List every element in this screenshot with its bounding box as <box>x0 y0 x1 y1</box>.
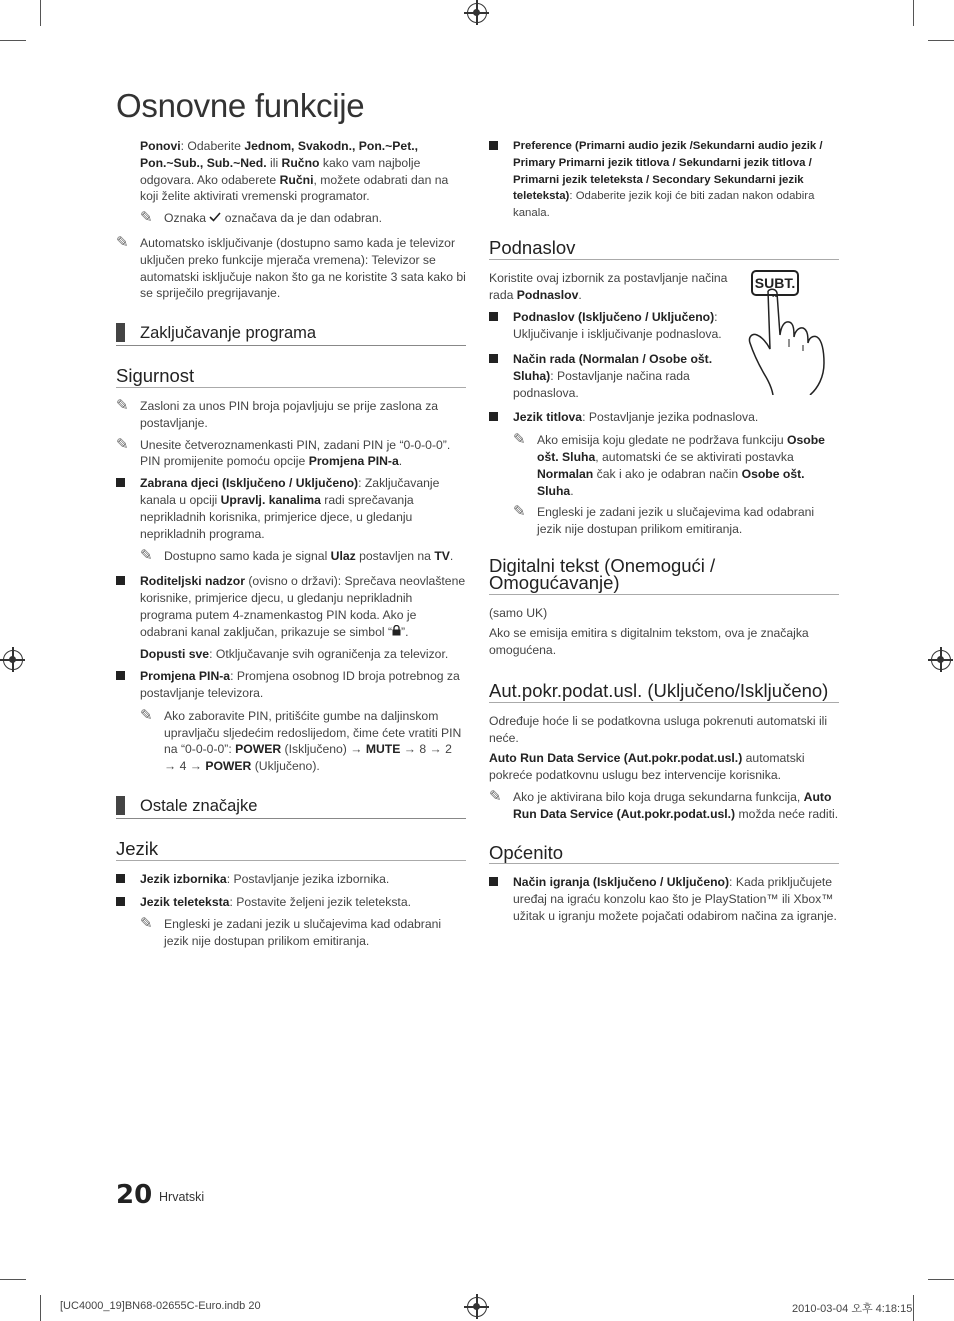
child-lock-note: ✎ Dostupno samo kada je signal Ulaz postavljen na TV. <box>140 546 454 565</box>
change-pin-note: ✎ Ako zaboravite PIN, pritišćite gumbe na daljinskom upravljaču sljedećim redoslijedom, čime ćete vratiti PIN na “0-0-0-0”: POWER (Isključeno) → MUTE → 8 → 2 → 4 → POWER (Uključeno). <box>140 705 462 774</box>
jezik-note: ✎ Engleski je zadani jezik u slučajevima kad odabrani jezik nije dostupan prilikom emitiranja. <box>140 914 442 949</box>
bullet-parental-rating: Roditeljski nadzor (ovisno o državi): Sprečava neovlaštene korisnike, primjerice djecu, u gledanju neprikladnih programa putem 4-znamenkastog PIN koda. Ako je odabrani kanal zaključan, prikazuje se simbol “ ”. <box>116 573 466 640</box>
note-pencil-icon: ✎ <box>140 546 153 565</box>
bullet-subtitle-mode: Način rada (Normalan / Osobe ošt. Sluha): Postavljanje načina rada podnaslova. <box>489 351 729 401</box>
bullet-subtitle-language: Jezik titlova: Postavljanje jezika podnaslova. <box>489 409 839 426</box>
registration-mark-icon <box>467 1297 487 1317</box>
section-heading-podnaslov: Podnaslov <box>489 240 839 260</box>
crop-mark <box>40 1295 41 1321</box>
section-heading-opcenito: Općenito <box>489 845 839 865</box>
registration-mark-icon <box>467 3 487 23</box>
pressing-hand-icon <box>740 285 835 395</box>
section-heading-sigurnost: Sigurnost <box>116 368 466 388</box>
autorun-p1: Određuje hoće li se podatkovna usluga pokrenuti automatski ili neće. <box>489 713 828 745</box>
note-pencil-icon: ✎ <box>513 502 526 521</box>
note-pencil-icon: ✎ <box>513 430 526 449</box>
bullet-square-icon <box>116 478 125 487</box>
right-column <box>489 138 839 931</box>
registration-mark-icon <box>931 650 951 670</box>
page-language: Hrvatski <box>159 1190 205 1204</box>
bullet-menu-language: Jezik izbornika: Postavljanje jezika izbornika. <box>116 871 466 888</box>
section-heading-autorun: Aut.pokr.podat.usl. (Uključeno/Isključeno) <box>489 683 839 703</box>
crop-mark <box>913 0 914 26</box>
bullet-square-icon <box>116 671 125 680</box>
digitext-p2: Ako se emisija emitira s digitalnim tekstom, ova je značajka omogućena. <box>489 626 809 658</box>
note-pencil-icon: ✎ <box>116 232 129 251</box>
note-pencil-icon: ✎ <box>489 786 502 805</box>
subt-button-illustration: SUBT. <box>751 270 799 296</box>
note-pencil-icon: ✎ <box>116 395 129 414</box>
podnaslov-intro: Koristite ovaj izbornik za postavljanje načina rada Podnaslov. <box>489 270 728 302</box>
section-heading-jezik: Jezik <box>116 841 466 861</box>
ponovi-note: ✎ Oznaka označava da je dan odabran. <box>140 208 382 227</box>
autorun-p2: Auto Run Data Service (Aut.pokr.podat.usl.) automatski pokreće podatkovnu uslugu bez intervencije korisnika. <box>489 751 805 783</box>
note-pencil-icon: ✎ <box>140 705 153 724</box>
page-number: 20 <box>116 1180 153 1210</box>
note-pencil-icon: ✎ <box>116 434 129 453</box>
crop-mark <box>928 40 954 41</box>
autorun-note: ✎ Ako je aktivirana bilo koja druga sekundarna funkcija, Auto Run Data Service (Aut.pokr.podat.usl.) možda neće raditi. <box>489 786 839 821</box>
podnaslov-note-1: ✎ Ako emisija koju gledate ne podržava funkciju Osobe ošt. Sluha, automatski će se aktivirati postavka Normalan čak i ako je odabran način Osobe ošt. Sluha. <box>513 430 825 498</box>
crop-mark <box>40 0 41 26</box>
auto-off-note: ✎ Automatsko isključivanje (dostupno samo kada je televizor uključen preko funkcije mjerača vremena): Televizor se automatski isključuje nakon što ga ne koristite 3 sata kako bi se spriječilo pregrijavanje. <box>116 232 466 301</box>
bullet-square-icon <box>116 897 125 906</box>
page-title: Osnovne funkcije <box>116 87 365 124</box>
digitext-p1: (samo UK) <box>489 605 548 620</box>
sigurnost-note-2: ✎ Unesite četveroznamenkasti PIN, zadani PIN je “0-0-0-0”. PIN promijenite pomoću opcije Promjena PIN-a. <box>116 434 451 469</box>
crop-mark <box>928 1279 954 1280</box>
bullet-square-icon <box>489 877 498 886</box>
podnaslov-body <box>489 270 729 402</box>
footer-file: [UC4000_19]BN68-02655C-Euro.indb 20 <box>60 1300 261 1312</box>
podnaslov-note-2: ✎ Engleski je zadani jezik u slučajevima kad odabrani jezik nije dostupan prilikom emitiranja. <box>513 502 815 537</box>
bullet-square-icon <box>489 141 498 150</box>
bullet-game-mode: Način igranja (Isključeno / Uključeno): Kada priključujete uređaj na igraću konzolu kao što je PlayStation™ ili Xbox™ užitak u igranju možete pojačati odabirom načina za igranje. <box>489 874 839 924</box>
bullet-square-icon <box>116 874 125 883</box>
crop-mark <box>913 1295 914 1321</box>
crop-mark <box>0 40 26 41</box>
bullet-subtitle-onoff: Podnaslov (Isključeno / Uključeno): Uključivanje i isključivanje podnaslova. <box>489 309 729 343</box>
bullet-change-pin: Promjena PIN-a: Promjena osobnog ID broja potrebnog za postavljanje televizora. <box>116 668 466 702</box>
note-pencil-icon: ✎ <box>140 914 153 933</box>
footer-timestamp: 2010-03-04 오후 4:18:15 <box>792 1303 913 1315</box>
bullet-square-icon <box>489 312 498 321</box>
note-pencil-icon: ✎ <box>140 208 153 227</box>
bullet-square-icon <box>489 412 498 421</box>
crop-mark <box>0 1279 26 1280</box>
bullet-preference: Preference (Primarni audio jezik /Sekundarni audio jezik / Primary Primarni jezik titlova / Sekundarni jezik titlova / Primarni jezik teleteksta / Secondary Sekundarni jezik teleteksta): Odaberite jezik koji će biti zadan nakon odabira kanala. <box>489 138 839 222</box>
registration-mark-icon <box>3 650 23 670</box>
checkmark-icon <box>209 212 221 222</box>
subsection-program-lock: Zaključavanje programa <box>116 320 466 346</box>
bullet-teletext-language: Jezik teleteksta: Postavite željeni jezik teleteksta. <box>116 894 466 911</box>
subsection-marker <box>116 796 125 815</box>
bullet-square-icon <box>116 576 125 585</box>
lock-icon <box>392 625 401 636</box>
bullet-square-icon <box>489 354 498 363</box>
sigurnost-note-1: ✎ Zasloni za unos PIN broja pojavljuju se prije zaslona za postavljanje. <box>116 395 439 430</box>
ponovi-paragraph: Ponovi: Odaberite Jednom, Svakodn., Pon.~Pet., Pon.~Sub., Sub.~Ned. ili Ručno kako vam najbolje odgovara. Ako odaberete Ručni, možete odabrati dan na koji želite aktivirati vremenski programator. <box>140 139 449 204</box>
subsection-marker <box>116 323 125 342</box>
allow-all-paragraph: Dopusti sve: Otključavanje svih ograničenja za televizor. <box>140 647 449 662</box>
bullet-child-lock: Zabrana djeci (Isključeno / Uključeno): Zaključavanje kanala u opciji Upravlj. kanalima radi sprečavanja neprikladnih korisnika, primjerice djece, u gledanju neprikladnih programa. <box>116 475 466 542</box>
section-heading-digital-text: Digitalni tekst (Onemogući / Omogućavanje) <box>489 558 839 595</box>
subsection-other-features: Ostale značajke <box>116 793 466 819</box>
left-column <box>116 138 466 955</box>
